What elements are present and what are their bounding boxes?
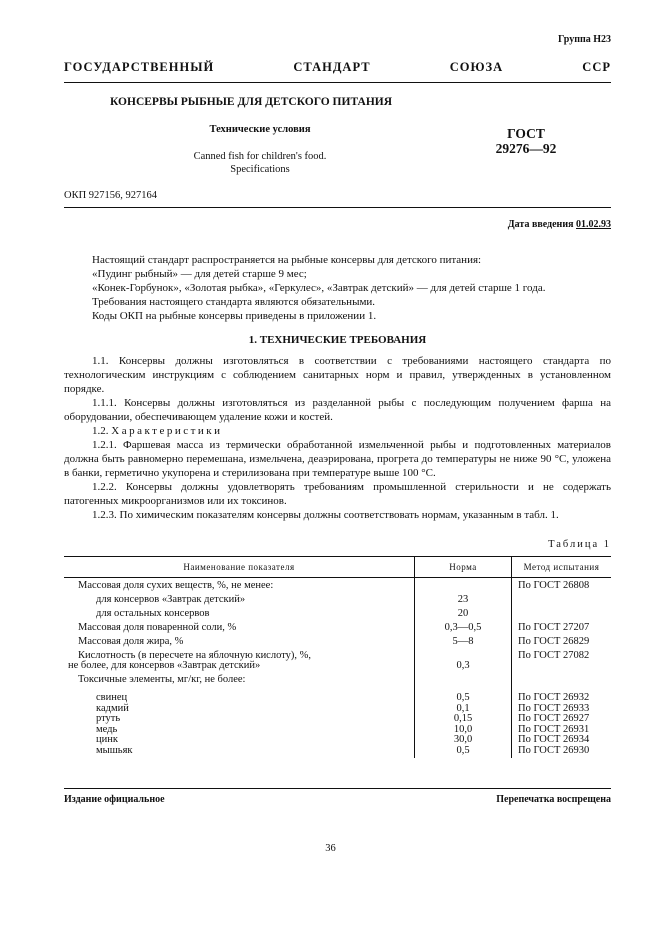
table-cell-method: По ГОСТ 27207 [512, 620, 612, 634]
table-cell-norm: 0,1 [415, 704, 512, 715]
table-cell-norm: 23 [415, 592, 512, 606]
document-subtitle: Технические условия [209, 124, 311, 135]
table-row [64, 735, 611, 746]
paragraph-1-2 [64, 424, 611, 438]
table-cell-norm [415, 672, 512, 688]
okp-rule [64, 207, 611, 208]
table-cell-name: мышьяк [96, 744, 133, 756]
table-cell-name: Массовая доля жира, % [78, 635, 184, 647]
table-cell-norm: 0,3 [415, 648, 512, 672]
document-title: КОНСЕРВЫ РЫБНЫЕ ДЛЯ ДЕТСКОГО ПИТАНИЯ [110, 96, 393, 108]
table-cell-norm: 30,0 [415, 735, 512, 746]
section-title: 1. ТЕХНИЧЕСКИЕ ТРЕБОВАНИЯ [248, 334, 427, 346]
table-row [64, 592, 611, 606]
paragraph-1-2-1: 1.2.1. Фаршевая масса из термически обработанной измельченной рыбы и подготовленных материалов должна быть равномерно перемешана, измельчена, деаэрирована, прогрета до температуры не ниже 90 °С, уложена в банки, герметично укупорена и стерилизована при температуре выше 100 °С. [64, 439, 611, 479]
paragraph-1-2-text: Характеристики [111, 425, 223, 437]
table-cell-name: Массовая доля сухих веществ, %, не менее: [78, 580, 274, 591]
table-cell-method: По ГОСТ 27082 [512, 648, 612, 672]
introduction-date-value: 01.02.93 [576, 219, 611, 230]
table-cell-method [512, 606, 612, 620]
table-cell-norm: 20 [415, 606, 512, 620]
paragraph-1-2-number: 1.2. [92, 425, 109, 437]
table-cell-name-line-2: не более, для консервов «Завтрак детский» [68, 660, 261, 671]
table-cell-norm [415, 578, 512, 592]
paragraph-1-1-1: 1.1.1. Консервы должны изготовляться из разделанной рыбы с последующим получением фарша на оборудовании, обеспечивающем удаление кожи и костей. [64, 397, 611, 423]
gost-number: 29276—92 [495, 141, 557, 156]
table-cell-method: По ГОСТ 26829 [512, 634, 612, 648]
table-cell-norm: 10,0 [415, 725, 512, 736]
table-header-name: Наименование показателя [64, 557, 415, 578]
table-cell-norm: 0,3—0,5 [415, 620, 512, 634]
table-cell-name: свинец [96, 692, 128, 703]
paragraph-1-2-3: 1.2.3. По химическим показателям консервы должны соответствовать нормам, указанным в табл. 1. [92, 509, 559, 521]
footer-rule [64, 788, 611, 789]
table-cell-name: ртуть [96, 713, 121, 724]
gost-label: ГОСТ [507, 126, 545, 141]
table-cell-method: По ГОСТ 26932 [512, 687, 612, 704]
intro-line: Требования настоящего стандарта являются обязательными. [92, 296, 376, 308]
table-row [64, 606, 611, 620]
english-title-line-2: Specifications [230, 164, 290, 175]
table-row [64, 634, 611, 648]
table-header-method: Метод испытания [512, 557, 612, 578]
table-cell-method: По ГОСТ 26934 [512, 735, 612, 746]
table-cell-name: Массовая доля поваренной соли, % [78, 621, 237, 633]
intro-line: Настоящий стандарт распространяется на рыбные консервы для детского питания: [92, 254, 482, 266]
table-cell-name: цинк [96, 734, 118, 745]
paragraph-1-2-2: 1.2.2. Консервы должны удовлетворять требованиям промышленной стерильности и не содержать патогенных микроорганизмов или их токсинов. [64, 481, 611, 507]
intro-line: Коды ОКП на рыбные консервы приведены в приложении 1. [92, 310, 377, 322]
table-cell-norm: 0,15 [415, 714, 512, 725]
group-label: Группа Н23 [558, 34, 611, 45]
table-row [64, 672, 611, 688]
footer-reprint-notice: Перепечатка воспрещена [496, 794, 611, 805]
header-rule [64, 82, 611, 83]
table-label: Таблица 1 [548, 539, 611, 550]
table-cell-name: для остальных консервов [96, 607, 210, 619]
state-standard-header: ГОСУДАРСТВЕННЫЙ СТАНДАРТ СОЮЗА ССР [64, 60, 611, 74]
table-cell-norm: 0,5 [415, 687, 512, 704]
introduction-date [508, 219, 611, 230]
gost-designation [486, 126, 566, 156]
table-cell-method [512, 592, 612, 606]
okp-codes: ОКП 927156, 927164 [64, 190, 158, 201]
table-row [64, 746, 611, 759]
table-row [64, 648, 611, 672]
table-header-norm: Норма [415, 557, 512, 578]
table-row [64, 714, 611, 725]
table-cell-name: кадмий [96, 702, 129, 714]
table-cell-method: По ГОСТ 26808 [512, 578, 612, 592]
intro-block [92, 253, 545, 323]
table-cell-method: По ГОСТ 26931 [512, 725, 612, 736]
footer-official-edition: Издание официальное [64, 794, 165, 805]
page-number: 36 [325, 843, 336, 854]
table-cell-norm: 0,5 [415, 746, 512, 759]
paragraph-1-1: 1.1. Консервы должны изготовляться в соответствии с требованиями настоящего стандарта по технологическим инструкциям с соблюдением санитарных норм и правил, утвержденных в установленном порядке. [64, 355, 611, 395]
table-header-row [64, 557, 611, 578]
table-cell-norm: 5—8 [415, 634, 512, 648]
intro-line: «Пудинг рыбный» — для детей старше 9 мес; [92, 268, 307, 280]
table-cell-method [512, 672, 612, 688]
table-cell-name: Токсичные элементы, мг/кг, не более: [78, 673, 246, 685]
table-cell-name: медь [96, 723, 118, 735]
table-cell-name: для консервов «Завтрак детский» [96, 593, 246, 605]
table-cell-method: По ГОСТ 26933 [512, 704, 612, 715]
introduction-date-label: Дата введения [507, 219, 574, 230]
table-row [64, 687, 611, 704]
chemical-indicators-table [64, 556, 611, 758]
table-cell-name [64, 648, 415, 672]
english-title [110, 150, 410, 176]
section-body [64, 354, 611, 522]
table-row [64, 578, 611, 592]
table-cell-name-line-1: Кислотность (в пересчете на яблочную кислоту), %, [78, 649, 312, 661]
table-row [64, 620, 611, 634]
table-cell-method: По ГОСТ 26927 [512, 714, 612, 725]
table-cell-method: По ГОСТ 26930 [512, 746, 612, 759]
english-title-line-1: Canned fish for children's food. [193, 151, 327, 162]
intro-line: «Конек-Горбунок», «Золотая рыбка», «Геркулес», «Завтрак детский» — для детей старше 1 года. [92, 282, 546, 294]
